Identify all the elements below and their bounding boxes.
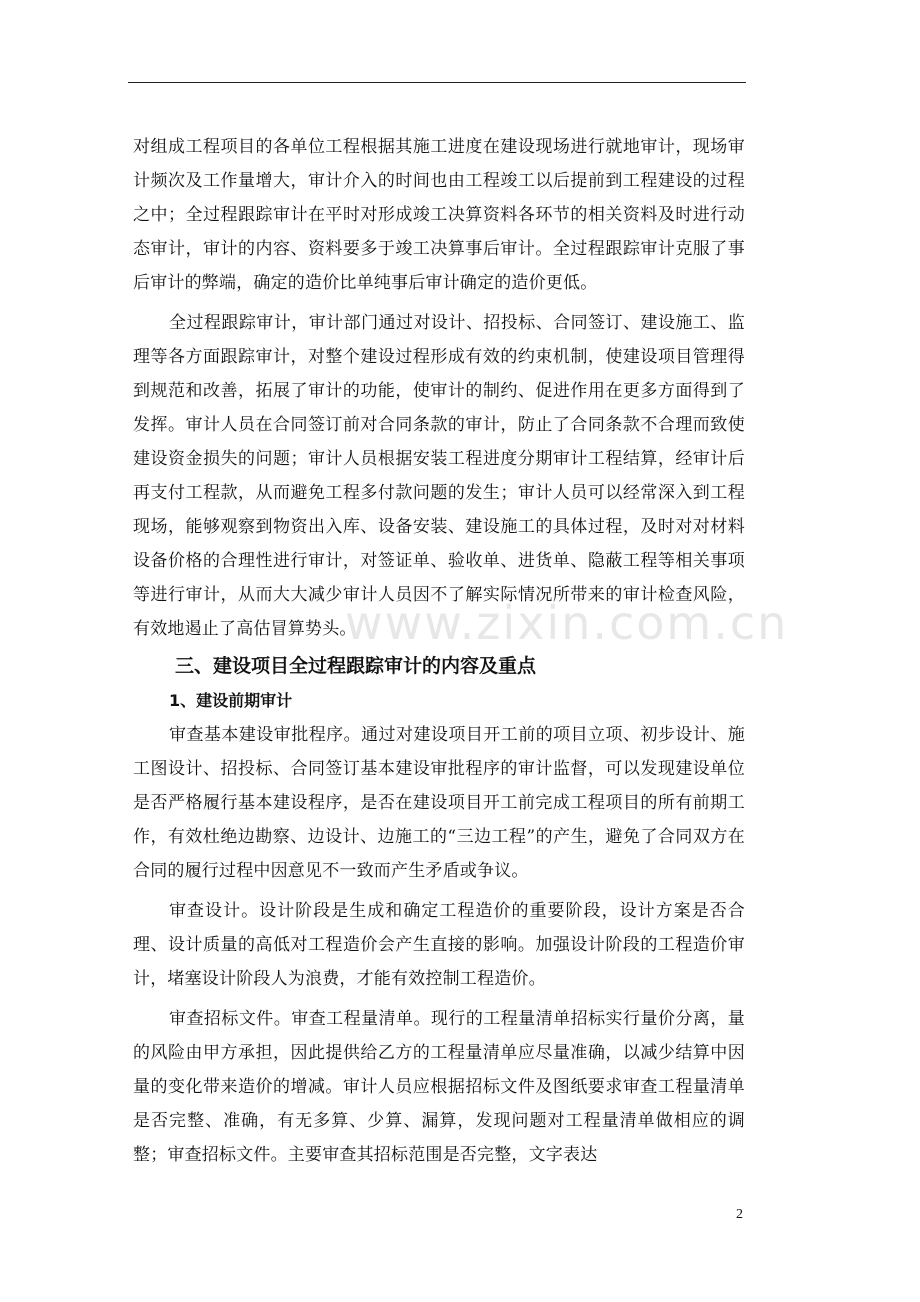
page-number: 2	[736, 1207, 743, 1222]
paragraph-approval-procedure: 审查基本建设审批程序。通过对建设项目开工前的项目立项、初步设计、施工图设计、招投标、合同签订基本建设审批程序的审计监督，可以发现建设单位是否严格履行基本建设程序，是否在建设项目开工前完成工程项目的所有前期工作，有效杜绝边勘察、边设计、边施工的“三边工程”的产生，避免了合同双方在合同的履行过程中因意见不一致而产生矛盾或争议。	[133, 725, 745, 881]
paragraph-design-review: 审查设计。设计阶段是生成和确定工程造价的重要阶段，设计方案是否合理、设计质量的高低对工程造价会产生直接的影响。加强设计阶段的工程造价审计，堵塞设计阶段人为浪费，才能有效控制工程造价。	[133, 901, 745, 989]
paragraph-continued: 对组成工程项目的各单位工程根据其施工进度在建设现场进行就地审计，现场审计频次及工作量增大，审计介入的时间也由工程竣工以后提前到工程建设的过程之中；全过程跟踪审计在平时对形成竣工决算资料各环节的相关资料及时进行动态审计，审计的内容、资料要多于竣工决算事后审计。全过程跟踪审计克服了事后审计的弊端，确定的造价比单纯事后审计确定的造价更低。	[133, 137, 745, 293]
document-body	[133, 130, 745, 1172]
watermark: www.zixin.com.cn	[345, 596, 789, 650]
header-rule	[128, 82, 746, 83]
paragraph-tender-review: 审查招标文件。审查工程量清单。现行的工程量清单招标实行量价分离，量的风险由甲方承担，因此提供给乙方的工程量清单应尽量准确，以减少结算中因量的变化带来造价的增减。审计人员应根据招标文件及图纸要求审查工程量清单是否完整、准确，有无多算、少算、漏算，发现问题对工程量清单做相应的调整；审查招标文件。主要审查其招标范围是否完整，文字表达	[133, 1009, 745, 1165]
sub-heading: 1、建设前期审计	[169, 691, 293, 710]
section-heading: 三、建设项目全过程跟踪审计的内容及重点	[175, 655, 537, 677]
paragraph-tracking-audit: 全过程跟踪审计，审计部门通过对设计、招投标、合同签订、建设施工、监理等各方面跟踪审计，对整个建设过程形成有效的约束机制，使建设项目管理得到规范和改善，拓展了审计的功能，使审计的制约、促进作用在更多方面得到了发挥。审计人员在合同签订前对合同条款的审计，防止了合同条款不合理而致使建设资金损失的问题；审计人员根据安装工程进度分期审计工程结算，经审计后再支付工程款，从而避免工程多付款问题的发生；审计人员可以经常深入到工程现场，能够观察到物资出入库、设备安装、建设施工的具体过程，及时对对材料设备价格的合理性进行审计，对签证单、验收单、进货单、隐蔽工程等相关事项等进行审计，从而大大减少审计人员因不了解实际情况所带来的审计检查风险，有效地遏止了高估冒算势头。	[133, 313, 745, 639]
